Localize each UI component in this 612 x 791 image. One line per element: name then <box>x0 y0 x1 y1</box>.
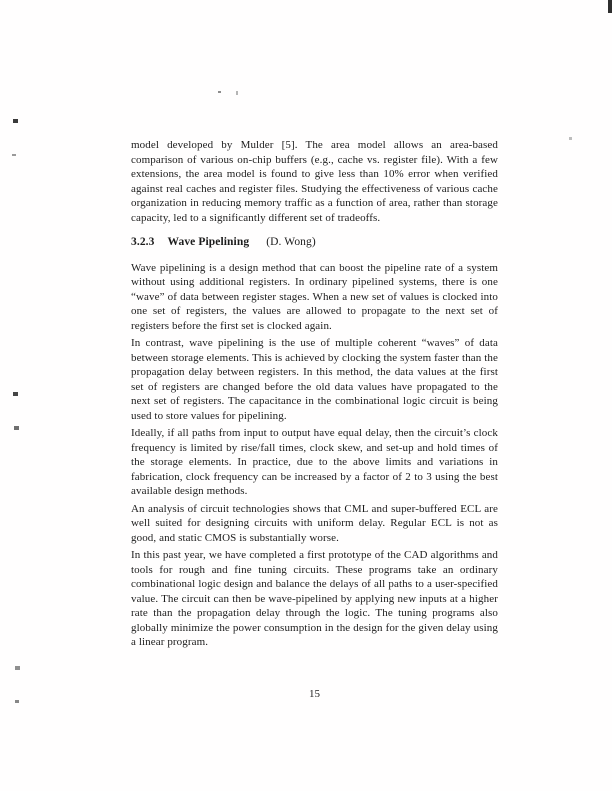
scan-artifact-speck <box>13 392 18 396</box>
body-paragraph: In contrast, wave pipelining is the use of multiple coherent “waves” of data between storage elements. This is achieved by clocking the system faster than the propagation delay between registers. In this method, the data values at the first set of registers are changed before the old data values have propagated to the next set of registers. The capacitance in the combinational logic circuit is being used to store values for pipelining. <box>131 337 498 422</box>
section-number: 3.2.3 <box>131 236 155 248</box>
section-author: (D. Wong) <box>266 236 316 248</box>
body-paragraph: Wave pipelining is a design method that can boost the pipeline rate of a system without using additional registers. In ordinary pipelined systems, there is one “wave” of data between register stages. When a new set of values is clocked into one set of registers, the values are allowed to propagate to the next set of registers before the first set is clocked again. <box>131 261 498 332</box>
text-block <box>131 138 498 653</box>
scan-artifact-speck <box>13 119 18 123</box>
scan-artifact-speck <box>12 154 16 156</box>
section-title: Wave Pipelining <box>167 236 250 248</box>
body-paragraph: In this past year, we have completed a first prototype of the CAD algorithms and tools for rough and fine tuning circuits. These programs take an ordinary combinational logic design and balance the delays of all paths to a user-specified value. The circuit can then be wave-pipelined by applying new inputs at a higher rate than the propagation delay through the logic. The tuning programs also globally minimize the power consumption in the design for the given delay using a linear program. <box>131 549 498 648</box>
body-paragraph: Ideally, if all paths from input to output have equal delay, then the circuit’s clock frequency is limited by rise/fall times, clock skew, and set-up and hold times of the storage elements. In practice, due to the above limits and variations in fabrication, clock frequency can be increased by a factor of 2 to 3 using the best available design methods. <box>131 427 498 497</box>
scan-artifact-speck <box>218 91 221 93</box>
scan-artifact-speck <box>236 91 238 95</box>
scan-artifact-speck <box>15 700 19 703</box>
scan-artifact-speck <box>15 666 20 670</box>
section-heading <box>131 235 498 250</box>
body-paragraph-intro: model developed by Mulder [5]. The area model allows an area-based comparison of various on-chip buffers (e.g., cache vs. register file). With a few extensions, the area model is found to give less than 10% error when verified against real caches and register files. Studying the effectiveness of various cache organization in reducing memory traffic as a function of area, rather than storage capacity, led to a significantly different set of tradeoffs. <box>131 139 498 224</box>
scan-artifact-speck <box>14 426 19 430</box>
scan-artifact-speck <box>569 137 572 140</box>
scan-artifact-corner <box>608 0 612 13</box>
page-number: 15 <box>309 688 320 700</box>
body-paragraph: An analysis of circuit technologies shows that CML and super-buffered ECL are well suited for designing circuits with uniform delay. Regular ECL is not as good, and static CMOS is substantially worse. <box>131 502 498 544</box>
